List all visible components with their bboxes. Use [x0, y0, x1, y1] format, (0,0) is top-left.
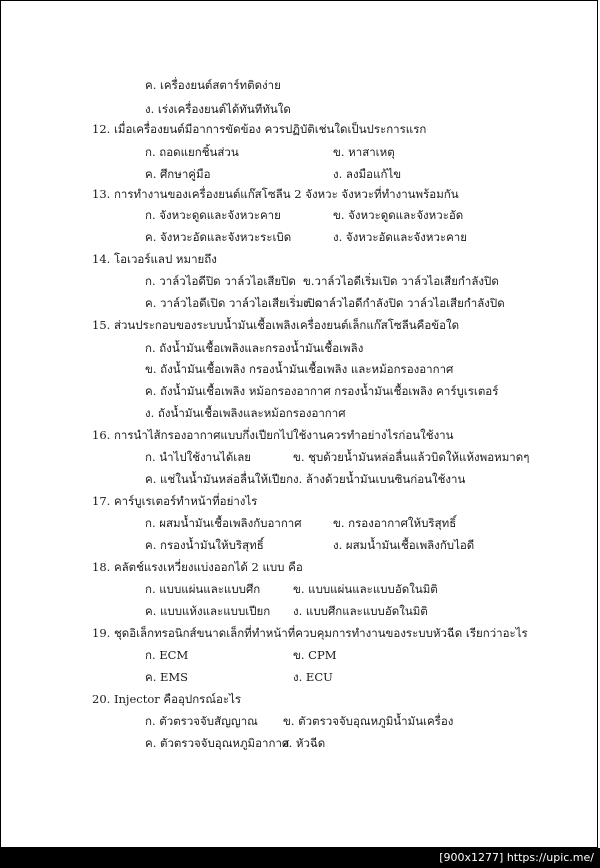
- q18-option-d: ง. แบบศึกและแบบอัดในมิติ: [293, 604, 428, 618]
- image-host-footer[interactable]: [900x1277] https://upic.me/: [0, 848, 600, 868]
- q13-option-c: ค. จังหวะอัดและจังหวะระเบิด: [145, 230, 292, 244]
- q12-question: 12. เมื่อเครื่องยนต์มีอาการขัดข้อง ควรปฏิบัติเช่นใดเป็นประการแรก: [92, 122, 427, 136]
- q17-option-c: ค. กรองน้ำมันให้บริสุทธิ์: [145, 538, 264, 552]
- q20-option-c: ค. ตัวตรวจจับอุณหภูมิอากาศ: [145, 736, 290, 750]
- q18-option-b: ข. แบบแผ่นและแบบอัดในมิติ: [293, 582, 438, 596]
- q15-question: 15. ส่วนประกอบของระบบน้ำมันเชื้อเพลิงเครื่องยนต์เล็กแก๊สโซลีนคือข้อใด: [92, 318, 460, 332]
- q13-option-d: ง. จังหวะอัดและจังหวะคาย: [333, 230, 467, 244]
- q17-question: 17. คาร์บูเรเตอร์ทำหน้าที่อย่างไร: [92, 494, 258, 508]
- q16-option-a: ก. นำไปใช้งานได้เลย: [145, 450, 251, 464]
- q16-option-c: ค. แช่ในน้ำมันหล่อลื่นให้เปียก: [145, 472, 294, 486]
- q16-option-b: ข. ชุบด้วยน้ำมันหล่อลื่นแล้วบิดให้แห้งพอหมาดๆ: [293, 450, 530, 464]
- q15-option-a: ก. ถังน้ำมันเชื้อเพลิงและกรองน้ำมันเชื้อเพลิง: [145, 341, 364, 355]
- q18-option-c: ค. แบบแห้งและแบบเปียก: [145, 604, 271, 618]
- q15-option-c: ค. ถังน้ำมันเชื้อเพลิง หม้อกรองอากาศ กรองน้ำมันเชื้อเพลิง คาร์บูเรเตอร์: [145, 384, 499, 398]
- q18-option-a: ก. แบบแผ่นและแบบศึก: [145, 582, 261, 596]
- q14-option-a: ก. วาล์วไอดีปิด วาล์วไอเสียปิด: [145, 274, 296, 288]
- q14-question: 14. โอเวอร์แลป หมายถึง: [92, 252, 217, 266]
- q16-question: 16. การนำไส้กรองอากาศแบบกึ่งเปียกไปใช้งานควรทำอย่างไรก่อนใช้งาน: [92, 428, 454, 442]
- q19-option-a: ก. ECM: [145, 648, 189, 662]
- q20-option-d: ง. หัวฉีด: [283, 736, 326, 750]
- q17-option-a: ก. ผสมน้ำมันเชื้อเพลิงกับอากาศ: [145, 516, 302, 530]
- q12-option-a: ก. ถอดแยกชิ้นส่วน: [145, 145, 239, 159]
- q12-option-d: ง. ลงมือแก้ไข: [333, 167, 402, 181]
- q19-option-d: ง. ECU: [293, 670, 333, 684]
- q17-option-d: ง. ผสมน้ำมันเชื้อเพลิงกับไอดี: [333, 538, 475, 552]
- q19-option-c: ค. EMS: [145, 670, 189, 684]
- q20-option-b: ข. ตัวตรวจจับอุณหภูมิน้ำมันเครื่อง: [283, 714, 454, 728]
- q14-option-c: ค. วาล์วไอดีเปิด วาล์วไอเสียเริ่มเปิด: [145, 296, 323, 310]
- q12-option-b: ข. หาสาเหตุ: [333, 145, 395, 159]
- q19-question: 19. ชุดอิเล็กทรอนิกส์ขนาดเล็กที่ทำหน้าที่ควบคุมการทำงานของระบบหัวฉีด เรียกว่าอะไร: [92, 626, 528, 640]
- q11-option-c: ค. เครื่องยนต์สตาร์ทติดง่าย: [145, 78, 281, 92]
- q12-option-c: ค. ศึกษาคู่มือ: [145, 167, 211, 181]
- q20-option-a: ก. ตัวตรวจจับสัญญาณ: [145, 714, 258, 728]
- q20-question: 20. Injector คืออุปกรณ์อะไร: [92, 692, 242, 706]
- q15-option-b: ข. ถังน้ำมันเชื้อเพลิง กรองน้ำมันเชื้อเพลิง และหม้อกรองอากาศ: [145, 362, 454, 376]
- q13-option-a: ก. จังหวะดูดและจังหวะคาย: [145, 208, 281, 222]
- q16-option-d: ง. ล้างด้วยน้ำมันเบนซินก่อนใช้งาน: [293, 472, 466, 486]
- q14-option-d: ง. วาล์วไอดีกำลังปิด วาล์วไอเสียกำลังปิด: [303, 296, 505, 310]
- q11-option-d: ง. เร่งเครื่องยนต์ได้ทันทีทันใด: [145, 102, 291, 116]
- q13-question: 13. การทำงานของเครื่องยนต์แก๊สโซลีน 2 จังหวะ จังหวะที่ทำงานพร้อมกัน: [92, 187, 459, 201]
- q19-option-b: ข. CPM: [293, 648, 337, 662]
- q18-question: 18. คลัตช์แรงเหวี่ยงแบ่งออกได้ 2 แบบ คือ: [92, 560, 303, 574]
- q15-option-d: ง. ถังน้ำมันเชื้อเพลิงและหม้อกรองอากาศ: [145, 406, 346, 420]
- q17-option-b: ข. กรองอากาศให้บริสุทธิ์: [333, 516, 457, 530]
- q13-option-b: ข. จังหวะดูดและจังหวะอัด: [333, 208, 464, 222]
- q14-option-b: ข.วาล์วไอดีเริ่มเปิด วาล์วไอเสียกำลังปิด: [303, 274, 499, 288]
